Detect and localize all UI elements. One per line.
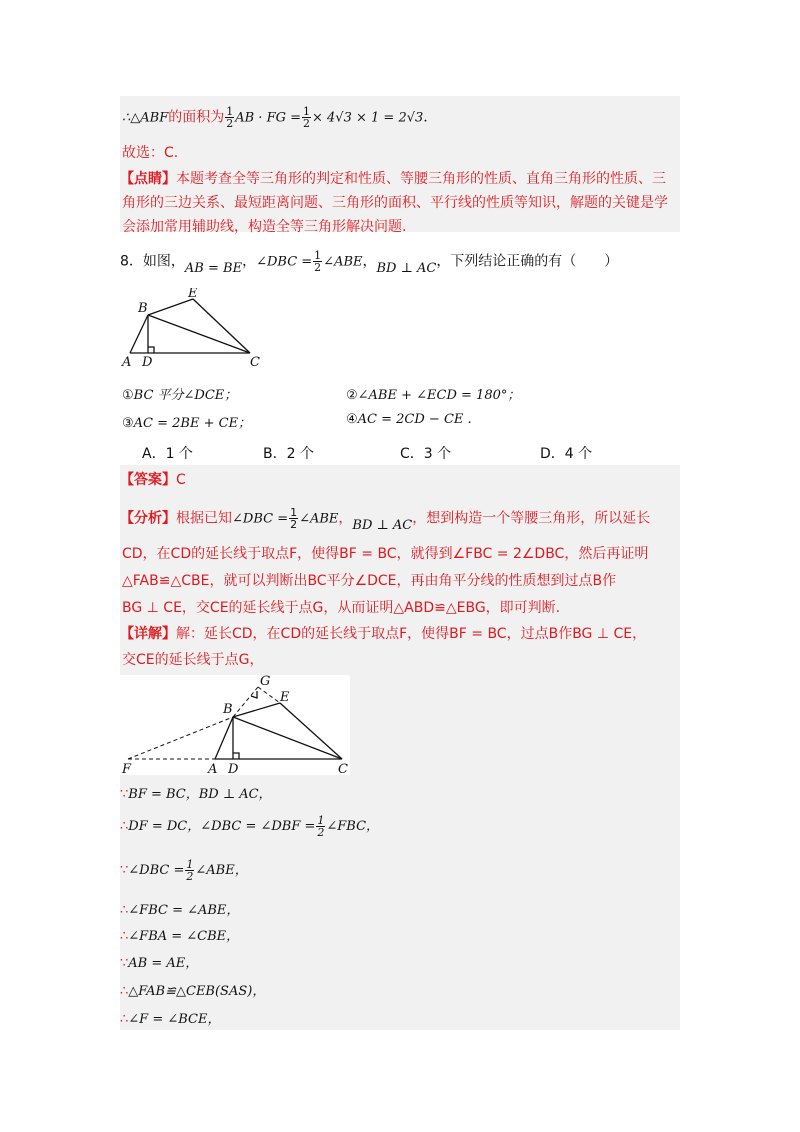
proof-step-2: ∴DF = DC，∠DBC = ∠DBF = $\frac{1}{2}$ ∠FBC，	[120, 814, 380, 839]
label-D: D	[228, 762, 239, 775]
comment-line-2: 角形的三边关系、最短距离问题、三角形的面积、平行线的性质等知识，解题的关键是学	[122, 195, 668, 211]
detail-line-1: 【详解】解：延长CD，在CD的延长线于取点F，使得BF = BC，过点B作BG ⊥ CE，	[120, 626, 647, 642]
comment-line-1: 【点睛】本题考查全等三角形的判定和性质、等腰三角形的性质、直角三角形的性质、三	[120, 171, 666, 187]
option-b[interactable]: B．2 个	[263, 446, 314, 462]
label-F: F	[122, 762, 132, 775]
solution-continuation	[120, 96, 680, 235]
label-E: E	[188, 288, 198, 301]
area-line: ∴△ABF的面积为 $\frac{1}{2}$ AB · FG = $\frac{1}{2}$ × 4√3 × 1 = 2√3.	[122, 105, 428, 130]
detail-line-2: 交CE的延长线于点G，	[122, 652, 264, 668]
analysis-line-2: CD，在CD的延长线于取点F，使得BF = BC，就得到∠FBC = 2∠DBC，然后再证明	[122, 546, 649, 562]
question-8	[120, 240, 680, 465]
fraction: $\frac{1}{2}$	[226, 105, 234, 130]
statement-1: ①BC 平分∠DCE；	[122, 388, 238, 403]
fraction: $\frac{1}{2}$	[303, 105, 311, 130]
proof-step-6: ∵AB = AE，	[120, 956, 199, 971]
statement-2: ②∠ABE + ∠ECD = 180°；	[346, 388, 521, 403]
label-B: B	[138, 301, 148, 316]
analysis-line-1: 【分析】根据已知∠DBC = $\frac{1}{2}$ ∠ABE，BD ⊥ AC，想到构造一个等腰三角形，所以延长	[120, 506, 651, 533]
proof-step-4: ∴∠FBC = ∠ABE，	[120, 903, 240, 918]
figure-extended-triangle	[120, 675, 350, 775]
proof-step-1: ∵BF = BC，BD ⊥ AC，	[120, 787, 272, 802]
proof-step-3: ∵∠DBC = $\frac{1}{2}$ ∠ABE，	[120, 858, 248, 883]
label-D: D	[142, 355, 153, 368]
label-E: E	[280, 690, 290, 705]
proof-step-5: ∴∠FBA = ∠CBE，	[120, 929, 240, 944]
label-C: C	[338, 762, 348, 775]
option-d[interactable]: D．4 个	[540, 446, 593, 462]
option-c[interactable]: C．3 个	[400, 446, 452, 462]
label-C: C	[250, 355, 260, 368]
comment-line-3: 会添加常用辅助线，构造全等三角形解决问题.	[122, 219, 407, 235]
question-stem: 8．如图，AB = BE，∠DBC = $\frac{1}{2}$ ∠ABE，BD ⊥ AC，下列结论正确的有（ ）	[120, 249, 619, 276]
answer-line: 【答案】C	[120, 472, 186, 488]
label-A: A	[208, 762, 218, 775]
choice-line: 故选：C.	[122, 145, 179, 161]
label-A: A	[122, 355, 132, 368]
label-G: G	[260, 675, 271, 689]
label-B: B	[223, 702, 233, 717]
statement-3: ③AC = 2BE + CE；	[122, 416, 252, 431]
proof-step-8: ∴∠F = ∠BCE，	[120, 1012, 221, 1027]
statement-4: ④AC = 2CD − CE .	[346, 412, 472, 427]
proof-step-7: ∴△FAB≌△CEB(SAS)，	[120, 984, 266, 999]
analysis-line-3: △FAB≌△CBE，就可以判断出BC平分∠DCE，再由角平分线的性质想到过点B作	[122, 573, 617, 589]
option-a[interactable]: A．1 个	[142, 446, 193, 462]
analysis-line-4: BG ⊥ CE，交CE的延长线于点G，从而证明△ABD≌△EBG，即可判断.	[122, 600, 561, 616]
figure-triangle	[120, 288, 270, 368]
answer-block	[120, 465, 680, 1030]
